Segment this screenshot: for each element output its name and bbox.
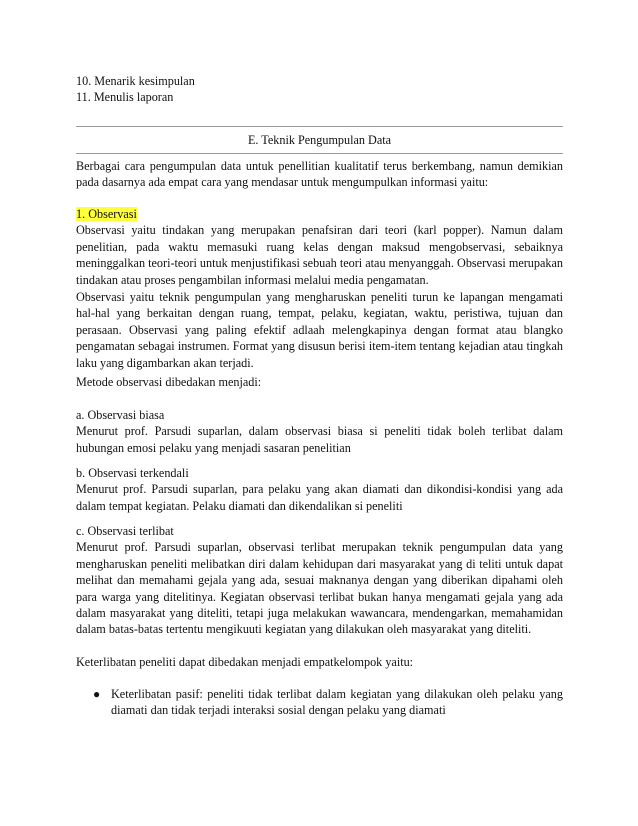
bullet-icon: ● (93, 687, 101, 701)
observasi-section (76, 206, 563, 288)
observasi-paragraph-2: Observasi yaitu teknik pengumpulan yang mengharuskan peneliti turun ke lapangan mengamati hal-hal yang berkaitan dengan ruang, tempat, pelaku, kegiatan, waktu, peristiwa, tujuan dan perasaan. Observasi yang paling efektif adlaah melengkapinya dengan format atau blangko pengamatan sebagai instrumen. Format yang disusun berisi item-item tentang kejadian atau tingkah laku yang digambarkan akan terjadi. (76, 290, 563, 370)
list-item: 10. Menarik kesimpulan (76, 74, 195, 88)
intro-paragraph: Berbagai cara pengumpulan data untuk penellitian kualitatif terus berkembang, namun demikian pada dasarnya ada empat cara yang mendasar untuk mengumpulkan informasi yaitu: (76, 159, 563, 190)
type-block-a (76, 407, 563, 456)
observasi-paragraph-3: Metode observasi dibedakan menjadi: (76, 375, 262, 389)
type-title: c. Observasi terlibat (76, 524, 174, 538)
observasi-paragraph-1: Observasi yaitu tindakan yang merupakan penafsiran dari teori (karl popper). Namun dalam penelitian, pada waktu memasuki ruang kelas dengan maksud mengobservasi, sebaiknya meninggalkan teori-teori untuk menjustifikasi sebuah teori atau menyanggah. Observasi merupakan tindakan atau proses pengambilan informasi melalui media pengamatan. (76, 223, 563, 287)
type-block-c (76, 523, 563, 638)
section-title: E. Teknik Pengumpulan Data (247, 133, 392, 147)
type-title: b. Observasi terkendali (76, 466, 189, 480)
type-body: Menurut prof. Parsudi suparlan, para pelaku yang akan diamati dan dikondisi-kondisi yang ada dalam tempat kegiatan. Pelaku diamati dan dikendalikan si peneliti (76, 482, 563, 513)
section-rule-bottom (76, 153, 563, 154)
involvement-intro: Keterlibatan peneliti dapat dibedakan menjadi empatkelompok yaitu: (76, 655, 414, 669)
type-title: a. Observasi biasa (76, 408, 165, 422)
type-body: Menurut prof. Parsudi suparlan, observasi terlibat merupakan teknik pengumpulan data yang mengharuskan peneliti melibatkan diri dalam kehidupan dari masyarakat yang di teliti untuk dapat melihat dan memahami gejala yang ada, sesuai maknanya dengan yang diberikan dipahami oleh para warga yang ditelitinya. Kegiatan observasi terlibat bukan hanya mengamati gejala yang ada dalam masyarakat yang diteliti, tetapi juga melakukan wawancara, mendengarkan, memahamidan dalam batas-batas tertentu mengikuuti kegiatan yang dilakukan oleh masyarakat yang diteliti. (76, 540, 563, 637)
list-tail (76, 73, 563, 106)
type-block-b (76, 465, 563, 514)
section-rule-top (76, 126, 563, 127)
bullet-list-item (76, 686, 563, 719)
list-item: 11. Menulis laporan (76, 90, 174, 105)
observasi-heading: 1. Observasi (76, 207, 137, 221)
bullet-text: Keterlibatan pasif: peneliti tidak terlibat dalam kegiatan yang dilakukan oleh pelaku yang diamati dan tidak terjadi interaksi sosial dengan pelaku yang diamati (111, 687, 563, 718)
type-body: Menurut prof. Parsudi suparlan, dalam observasi biasa si peneliti tidak boleh terlibat dalam hubungan emosi pelaku yang menjadi sasaran penelitian (76, 424, 563, 455)
